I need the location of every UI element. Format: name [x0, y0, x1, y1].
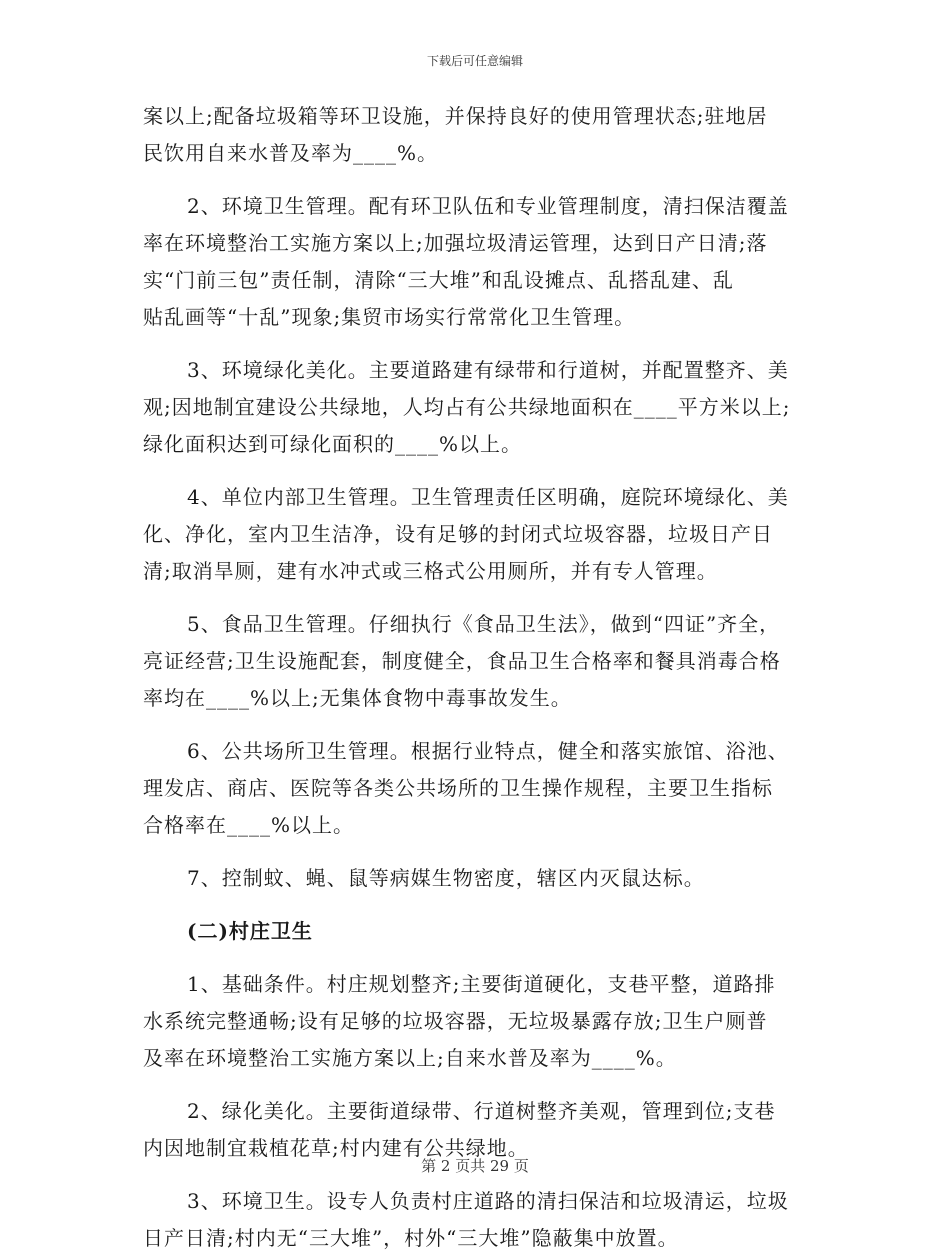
text-line: 民饮用自来水普及率为____%。: [143, 141, 439, 165]
paragraph-environmental-sanitation: [143, 188, 811, 336]
text-line: 贴乱画等“十乱”现象;集贸市场实行常常化卫生管理。: [143, 305, 636, 329]
section-heading-village: [143, 913, 811, 950]
text-line: 化、净化，室内卫生洁净，设有足够的封闭式垃圾容器，垃圾日产日: [143, 522, 773, 546]
text-line: 清;取消旱厕，建有水冲式或三格式公用厕所，并有专人管理。: [143, 559, 718, 583]
document-body: [143, 98, 811, 1257]
text-line: 7、控制蚊、蝇、鼠等病媒生物密度，辖区内灭鼠达标。: [187, 866, 705, 890]
text-line: 3、环境卫生。设专人负责村庄道路的清扫保洁和垃圾清运，垃圾: [187, 1189, 789, 1213]
text-line: 日产日清;村内无“三大堆”，村外“三大堆”隐蔽集中放置。: [143, 1226, 679, 1250]
text-line: 合格率在____%以上。: [143, 813, 355, 837]
page-header: 下载后可任意编辑: [426, 54, 523, 68]
text-line: 2、绿化美化。主要街道绿带、行道树整齐美观，管理到位;支巷: [187, 1099, 776, 1123]
text-line: 5、食品卫生管理。仔细执行《食品卫生法》，做到“四证”齐全，: [187, 612, 781, 636]
paragraph-continued: [143, 98, 811, 172]
section-heading: (二)村庄卫生: [187, 919, 313, 943]
text-line: 2、环境卫生管理。配有环卫队伍和专业管理制度，清扫保洁覆盖: [187, 194, 789, 218]
text-line: 亮证经营;卫生设施配套，制度健全，食品卫生合格率和餐具消毒合格: [143, 649, 781, 673]
paragraph-greening: [143, 352, 811, 463]
page-footer: 第 2 页共 29 页: [421, 1157, 529, 1175]
text-line: 实“门前三包”责任制，清除“三大堆”和乱设摊点、乱搭乱建、乱: [143, 268, 734, 292]
paragraph-unit-internal: [143, 479, 811, 590]
text-line: 案以上;配备垃圾箱等环卫设施，并保持良好的使用管理状态;驻地居: [143, 104, 768, 128]
text-line: 4、单位内部卫生管理。卫生管理责任区明确，庭院环境绿化、美: [187, 485, 789, 509]
text-line: 6、公共场所卫生管理。根据行业特点，健全和落实旅馆、浴池、: [187, 739, 789, 763]
text-line: 率均在____%以上;无集体食物中毒事故发生。: [143, 686, 572, 710]
text-line: 理发店、商店、医院等各类公共场所的卫生操作规程，主要卫生指标: [143, 776, 773, 800]
paragraph-vector-control: [143, 860, 811, 897]
paragraph-food-hygiene: [143, 606, 811, 717]
text-line: 3、环境绿化美化。主要道路建有绿带和行道树，并配置整齐、美: [187, 358, 789, 382]
paragraph-basic-conditions: [143, 966, 811, 1077]
text-line: 水系统完整通畅;设有足够的垃圾容器，无垃圾暴露存放;卫生户厕普: [143, 1009, 768, 1033]
paragraph-public-places: [143, 733, 811, 844]
paragraph-village-sanitation: [143, 1183, 811, 1257]
text-line: 率在环境整治工实施方案以上;加强垃圾清运管理，达到日产日清;落: [143, 231, 768, 255]
text-line: 1、基础条件。村庄规划整齐;主要街道硬化，支巷平整，道路排: [187, 972, 776, 996]
text-line: 绿化面积达到可绿化面积的____%以上。: [143, 432, 523, 456]
text-line: 观;因地制宜建设公共绿地，人均占有公共绿地面积在____平方米以上;: [143, 395, 791, 419]
text-line: 及率在环境整治工实施方案以上;自来水普及率为____%。: [143, 1046, 677, 1070]
text-line: 内因地制宜栽植花草;村内建有公共绿地。: [143, 1136, 529, 1160]
